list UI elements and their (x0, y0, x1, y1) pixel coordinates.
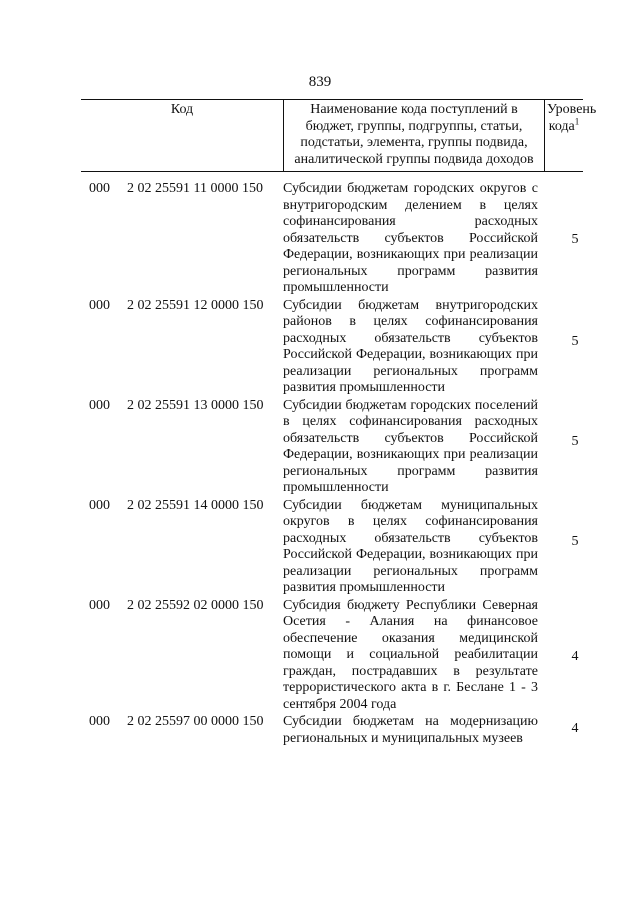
table-body (0, 181, 640, 747)
revenue-name: Субсидии бюджетам на модернизацию региональных и муниципальных музеев (283, 714, 538, 746)
revenue-code: 2 02 25591 13 0000 150 (127, 397, 264, 413)
revenue-name: Субсидии бюджетам городских поселений в целях софинансирования расходных обязательств субъектов Российской Федерации, возникающих при реализации региональных программ развития промышленности (283, 397, 538, 495)
revenue-code: 2 02 25597 00 0000 150 (127, 714, 264, 729)
code-level: 4 (571, 721, 579, 736)
code-level: 5 (571, 433, 579, 449)
header-level (545, 100, 597, 172)
revenue-name: Субсидия бюджету Республики Северная Осетия - Алания на финансовое обеспечение оказания медицинской помощи и социальной реабилитации граждан, пострадавших в результате террористического акта в г. Беслане 1 - 3 сентября 2004 года (283, 597, 538, 712)
admin-code: 000 (89, 714, 110, 729)
header-name: Наименование кода поступлений в бюджет, группы, подгруппы, статьи, подстатьи, элемента, группы подвида, аналитической группы подвида доходов (284, 100, 545, 172)
code-level: 4 (571, 648, 579, 664)
admin-code: 000 (89, 181, 110, 196)
admin-code: 000 (89, 497, 110, 513)
code-level: 5 (571, 232, 579, 247)
revenue-name: Субсидии бюджетам внутригородских районов в целях софинансирования расходных обязательств субъектов Российской Федерации, возникающих при реализации региональных программ развития промышленности (283, 297, 538, 395)
revenue-name: Субсидии бюджетам городских округов с внутригородским делением в целях софинансирования расходных обязательств субъектов Российской Федерации, возникающих при реализации региональных программ развития промышленности (283, 181, 538, 295)
revenue-code: 2 02 25591 11 0000 150 (127, 181, 263, 196)
table-row (0, 181, 640, 297)
header-level-label: Уровень кода (547, 102, 597, 134)
table-row (0, 498, 640, 597)
revenue-code: 2 02 25592 02 0000 150 (127, 597, 264, 613)
revenue-code: 2 02 25591 14 0000 150 (127, 497, 264, 513)
admin-code: 000 (89, 397, 110, 413)
admin-code: 000 (89, 297, 110, 313)
header-level-footnote: 1 (574, 115, 580, 126)
header-code: Код (81, 100, 284, 172)
code-level: 5 (571, 333, 579, 349)
revenue-code: 2 02 25591 12 0000 150 (127, 297, 264, 313)
table-row (0, 598, 640, 714)
code-level: 5 (571, 533, 579, 549)
table-row (0, 714, 640, 747)
admin-code: 000 (89, 597, 110, 613)
revenue-name: Субсидии бюджетам муниципальных округов в целях софинансирования расходных обязательств субъектов Российской Федерации, возникающих при реализации региональных программ развития промышленности (283, 497, 538, 595)
table-row (0, 298, 640, 397)
page-number: 839 (308, 74, 332, 90)
table-header (81, 99, 597, 172)
table-row (0, 398, 640, 497)
